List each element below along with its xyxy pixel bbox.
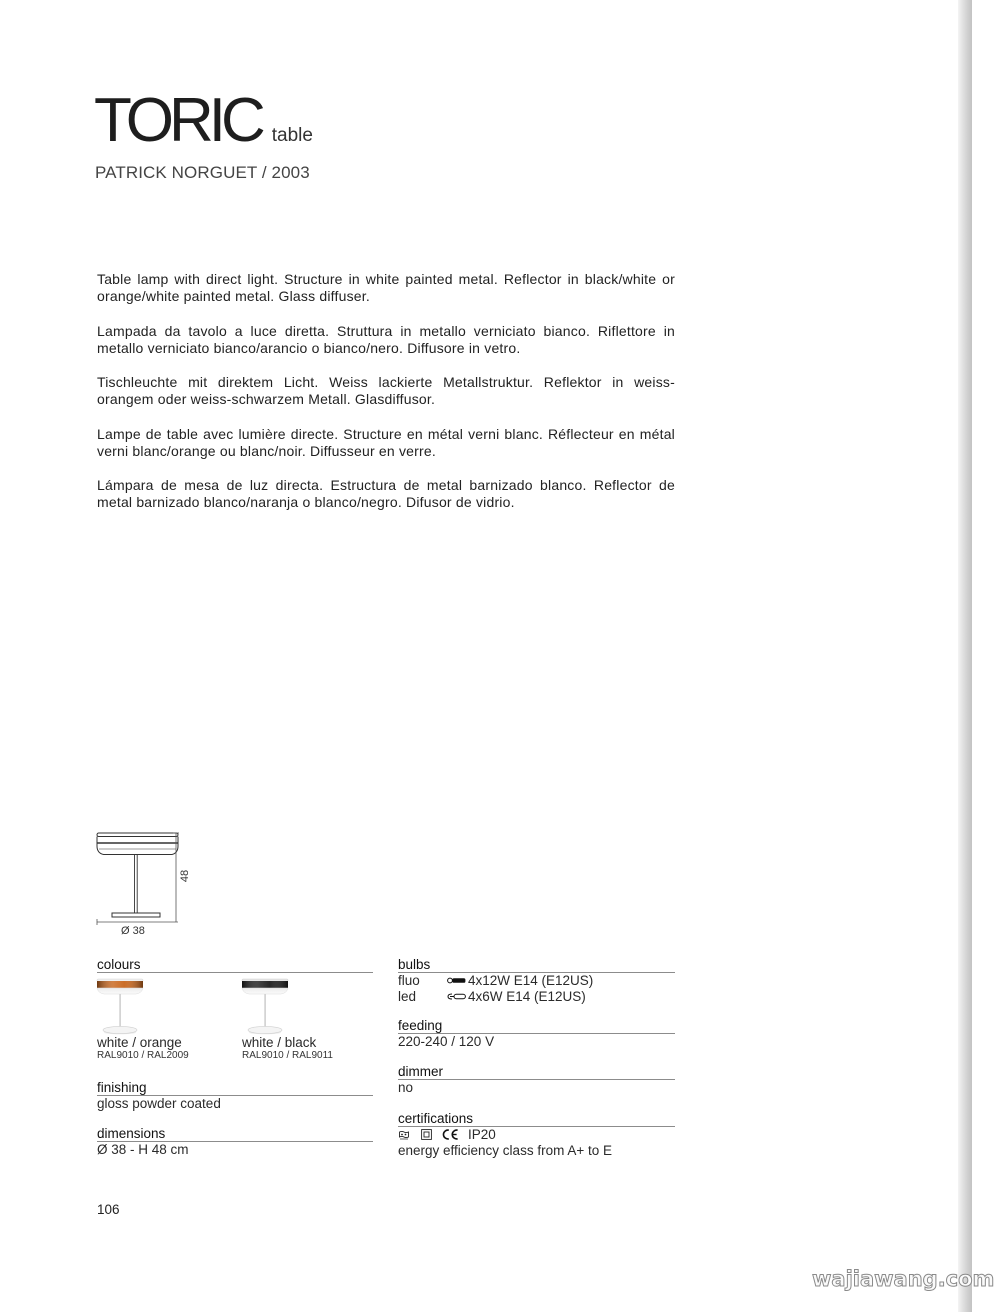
bulb-spec: 4x12W E14 (E12US)	[468, 973, 594, 988]
drawing-base	[112, 913, 160, 917]
height-dimension-label: 48	[179, 869, 191, 883]
led-bulb-icon	[447, 993, 466, 1000]
product-type: table	[271, 125, 313, 146]
description-italian	[97, 323, 675, 357]
colour-name: white / black	[242, 1035, 317, 1050]
spec-value: no	[398, 1080, 414, 1095]
colour-ral-code: RAL9010 / RAL2009	[97, 1050, 189, 1061]
colour-swatch-black	[241, 976, 291, 1036]
spec-heading: certifications	[398, 1112, 675, 1127]
drawing-reflector-body	[97, 837, 178, 855]
spec-heading: colours	[97, 958, 373, 973]
page-edge-shadow	[958, 0, 972, 1312]
colour-name: white / orange	[97, 1035, 182, 1050]
colour-swatch-orange	[96, 976, 146, 1036]
description-english	[97, 271, 675, 305]
colour-option-orange	[97, 1035, 189, 1062]
bulb-spec: 4x6W E14 (E12US)	[468, 988, 586, 1004]
bulb-type: fluo	[398, 973, 420, 988]
spec-dimmer	[398, 1065, 675, 1096]
watermark: wajiawang.com	[812, 1267, 994, 1291]
description-line: orangem oder weiss-schwarzem Metall. Glasdiffusor.	[97, 391, 436, 407]
bulb-type: led	[398, 988, 417, 1004]
spec-heading: feeding	[398, 1019, 675, 1034]
description-line: Tischleuchte mit direktem Licht. Weiss lackierte Metallstruktur. Reflektor in weiss-	[97, 374, 675, 390]
product-title	[94, 86, 313, 167]
ce-mark-icon	[442, 1129, 459, 1140]
spec-heading: dimensions	[97, 1127, 373, 1142]
bulb-row-fluo	[398, 973, 675, 989]
designer-credit: PATRICK NORGUET / 2003	[95, 163, 310, 182]
description-line: orange/white painted metal. Glass diffuser.	[97, 288, 370, 304]
description-french	[97, 426, 675, 460]
description-line: metal barnizado blanco/naranja o blanco/negro. Difusor de vidrio.	[97, 494, 515, 510]
description-line: metallo verniciato bianco/arancio o bianco/nero. Diffusore in vetro.	[97, 339, 521, 356]
description-line: Lampe de table avec lumière directe. Structure en métal verni blanc. Réflecteur en métal	[97, 425, 675, 442]
spec-value: gloss powder coated	[97, 1096, 221, 1111]
spec-heading: finishing	[97, 1081, 373, 1096]
description-line: Lámpara de mesa de luz directa. Estructura de metal barnizado blanco. Reflector de	[97, 477, 675, 493]
spec-colours	[97, 958, 373, 973]
description-spanish	[97, 477, 675, 511]
description-line: Lampada da tavolo a luce diretta. Struttura in metallo verniciato bianco. Riflettore in	[97, 322, 675, 339]
certification-mark-icon	[398, 1130, 410, 1140]
colour-ral-code: RAL9010 / RAL9011	[242, 1050, 333, 1061]
colour-option-black	[242, 1035, 333, 1062]
product-name: TORIC	[94, 86, 261, 155]
spec-value: Ø 38 - H 48 cm	[97, 1142, 189, 1157]
diameter-dimension-label: Ø 38	[121, 925, 145, 937]
spec-bulbs	[398, 958, 675, 1004]
class-ii-icon	[421, 1129, 432, 1140]
spec-value: 220-240 / 120 V	[398, 1034, 495, 1049]
spec-certifications	[398, 1112, 675, 1158]
page-number: 106	[97, 1202, 120, 1217]
spec-heading: dimmer	[398, 1065, 675, 1080]
drawing-reflector-rim	[97, 833, 178, 837]
product-description	[97, 271, 675, 529]
description-german	[97, 374, 675, 408]
bulb-row-led	[398, 989, 675, 1005]
certification-marks-row	[398, 1127, 675, 1143]
spec-heading: bulbs	[398, 958, 675, 973]
description-line: verni blanc/orange ou blanc/noir. Diffusseur en verre.	[97, 442, 436, 459]
ip-rating: IP20	[468, 1127, 496, 1142]
description-line: Table lamp with direct light. Structure in white painted metal. Reflector in black/white or	[97, 271, 675, 287]
energy-efficiency-class: energy efficiency class from A+ to E	[398, 1142, 612, 1158]
fluo-bulb-icon	[447, 977, 466, 984]
spec-finishing	[97, 1081, 373, 1112]
spec-dimensions	[97, 1127, 373, 1158]
spec-feeding	[398, 1019, 675, 1050]
